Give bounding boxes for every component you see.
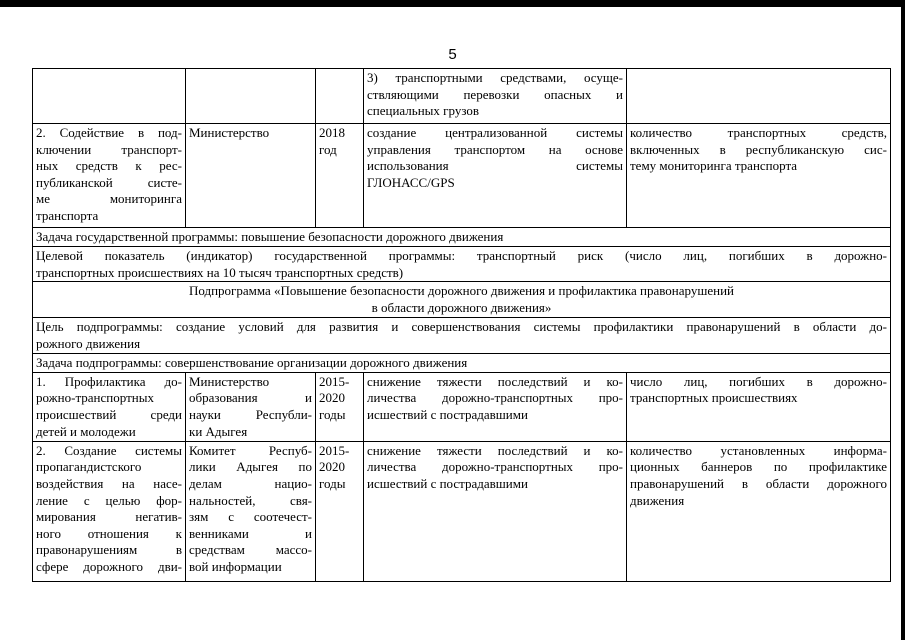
- table-row: [33, 124, 891, 228]
- table-row: [33, 228, 891, 247]
- table-row: [33, 372, 891, 441]
- cell-indicator: [627, 69, 891, 124]
- table-row: [33, 354, 891, 373]
- cell-indicator: число лиц, погибших в дорожно- транспортных происшествиях: [627, 372, 891, 441]
- cell-executor: Министерство образования и науки Республи- ки Адыгея: [186, 372, 316, 441]
- table-row: [33, 318, 891, 354]
- program-task-cell: Задача государственной программы: повышение безопасности дорожного движения: [33, 228, 891, 247]
- subprogram-goal-cell: Цель подпрограммы: создание условий для развития и совершенствования системы профилактики правонарушений в области до- рожного движения: [33, 318, 891, 354]
- subprogram-title-cell: Подпрограмма «Повышение безопасности дорожного движения и профилактика правонарушений в области дорожного движения»: [33, 282, 891, 318]
- cell-measure: 1. Профилактика до- рожно-транспортных происшествий среди детей и молодежи: [33, 372, 186, 441]
- cell-executor: [186, 69, 316, 124]
- scan-top-border: [0, 0, 905, 7]
- cell-indicator: количество установленных информа- ционных баннеров по профилактике правонарушений в области дорожного движения: [627, 441, 891, 581]
- cell-measure: 2. Создание системы пропагандистского воздействия на насе- ление с целью фор- мирования негатив- ного отношения к правонарушениям в сфере дорожного дви-: [33, 441, 186, 581]
- program-table: [32, 68, 891, 582]
- cell-result: 3) транспортными средствами, осуще- ствляющими перевозки опасных и специальных грузов: [364, 69, 627, 124]
- cell-measure: [33, 69, 186, 124]
- table-row: [33, 247, 891, 282]
- cell-period: 2015- 2020 годы: [316, 372, 364, 441]
- page-number: 5: [448, 46, 457, 63]
- table-row: [33, 69, 891, 124]
- table-row: [33, 282, 891, 318]
- cell-period: 2018 год: [316, 124, 364, 228]
- cell-executor: Министерство: [186, 124, 316, 228]
- table-row: [33, 441, 891, 581]
- cell-result: снижение тяжести последствий и ко- личества дорожно-транспортных про- исшествий с пострадавшими: [364, 441, 627, 581]
- cell-executor: Комитет Респуб- лики Адыгея по делам нацио- нальностей, свя- зям с соотечест- венниками и средствам массо- вой информации: [186, 441, 316, 581]
- cell-period: [316, 69, 364, 124]
- cell-period: 2015- 2020 годы: [316, 441, 364, 581]
- cell-measure: 2. Содействие в под- ключении транспорт- ных средств к рес- публиканской систе- ме мониторинга транспорта: [33, 124, 186, 228]
- cell-result: создание централизованной системы управления транспортом на основе использования системы ГЛОНАСС/GPS: [364, 124, 627, 228]
- cell-result: снижение тяжести последствий и ко- личества дорожно-транспортных про- исшествий с пострадавшими: [364, 372, 627, 441]
- cell-indicator: количество транспортных средств, включенных в республиканскую сис- тему мониторинга транспорта: [627, 124, 891, 228]
- scan-right-border: [901, 0, 905, 640]
- subprogram-task-cell: Задача подпрограммы: совершенствование организации дорожного движения: [33, 354, 891, 373]
- target-indicator-cell: Целевой показатель (индикатор) государственной программы: транспортный риск (число лиц, погибших в дорожно- транспортных происшествиях на 10 тысяч транспортных средств): [33, 247, 891, 282]
